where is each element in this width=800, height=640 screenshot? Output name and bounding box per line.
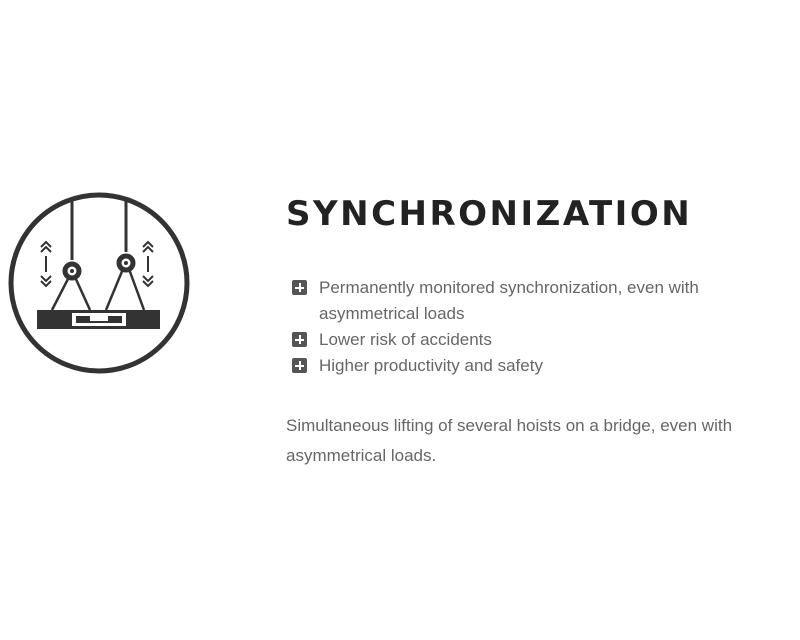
section-title: SYNCHRONIZATION: [286, 194, 693, 234]
feature-list: [292, 275, 762, 379]
list-item: [292, 275, 762, 327]
feature-text: Permanently monitored synchronization, even with asymmetrical loads: [319, 278, 699, 323]
plus-square-icon: [292, 358, 307, 373]
list-item: [292, 353, 762, 379]
list-item: [292, 327, 762, 353]
plus-square-icon: [292, 332, 307, 347]
synchronized-hoists-icon: [8, 192, 190, 374]
plus-square-icon: [292, 280, 307, 295]
feature-text: Higher productivity and safety: [319, 356, 543, 375]
description-text: Simultaneous lifting of several hoists on a bridge, even with asymmetrical loads.: [286, 416, 733, 465]
feature-text: Lower risk of accidents: [319, 330, 492, 349]
